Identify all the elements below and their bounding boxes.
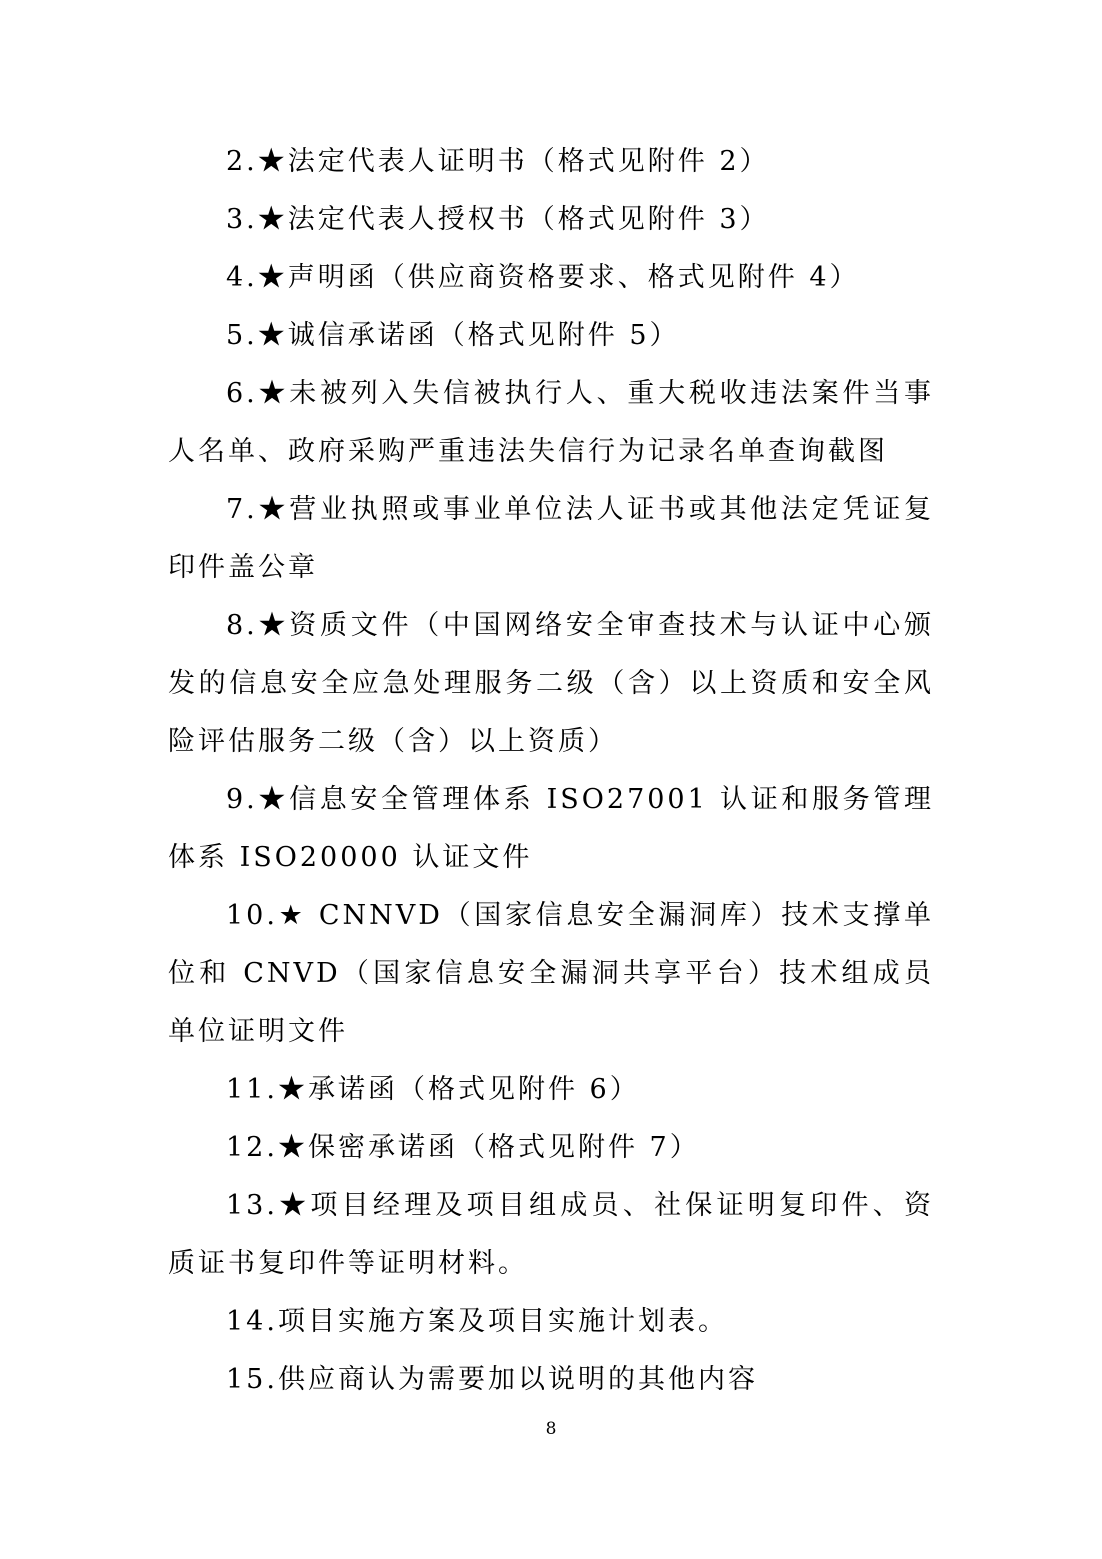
list-item-5: 5.★诚信承诺函（格式见附件 5） (226, 320, 680, 351)
list-item-8: 8.★资质文件（中国网络安全审查技术与认证中心颁发的信息安全应急处理服务二级（含）以上资质和安全风险评估服务二级（含）以上资质） (168, 610, 934, 757)
list-item-7: 7.★营业执照或事业单位法人证书或其他法定凭证复印件盖公章 (168, 494, 934, 583)
list-item-3: 3.★法定代表人授权书（格式见附件 3） (226, 204, 770, 235)
list-item-6: 6.★未被列入失信被执行人、重大税收违法案件当事人名单、政府采购严重违法失信行为记录名单查询截图 (168, 378, 934, 467)
list-item-10: 10.★ CNNVD（国家信息安全漏洞库）技术支撑单位和 CNVD（国家信息安全漏洞共享平台）技术组成员单位证明文件 (168, 900, 934, 1047)
list-item-15: 15.供应商认为需要加以说明的其他内容 (226, 1364, 758, 1395)
document-body (168, 133, 934, 1409)
page-number: 8 (545, 1419, 557, 1439)
list-item-2: 2.★法定代表人证明书（格式见附件 2） (226, 146, 770, 177)
list-item-9: 9.★信息安全管理体系 ISO27001 认证和服务管理体系 ISO20000 认证文件 (168, 784, 934, 873)
list-item-12: 12.★保密承诺函（格式见附件 7） (226, 1132, 700, 1163)
list-item-14: 14.项目实施方案及项目实施计划表。 (226, 1306, 728, 1337)
list-item-13: 13.★项目经理及项目组成员、社保证明复印件、资质证书复印件等证明材料。 (168, 1190, 934, 1279)
list-item-11: 11.★承诺函（格式见附件 6） (226, 1074, 640, 1105)
list-item-4: 4.★声明函（供应商资格要求、格式见附件 4） (226, 262, 860, 293)
